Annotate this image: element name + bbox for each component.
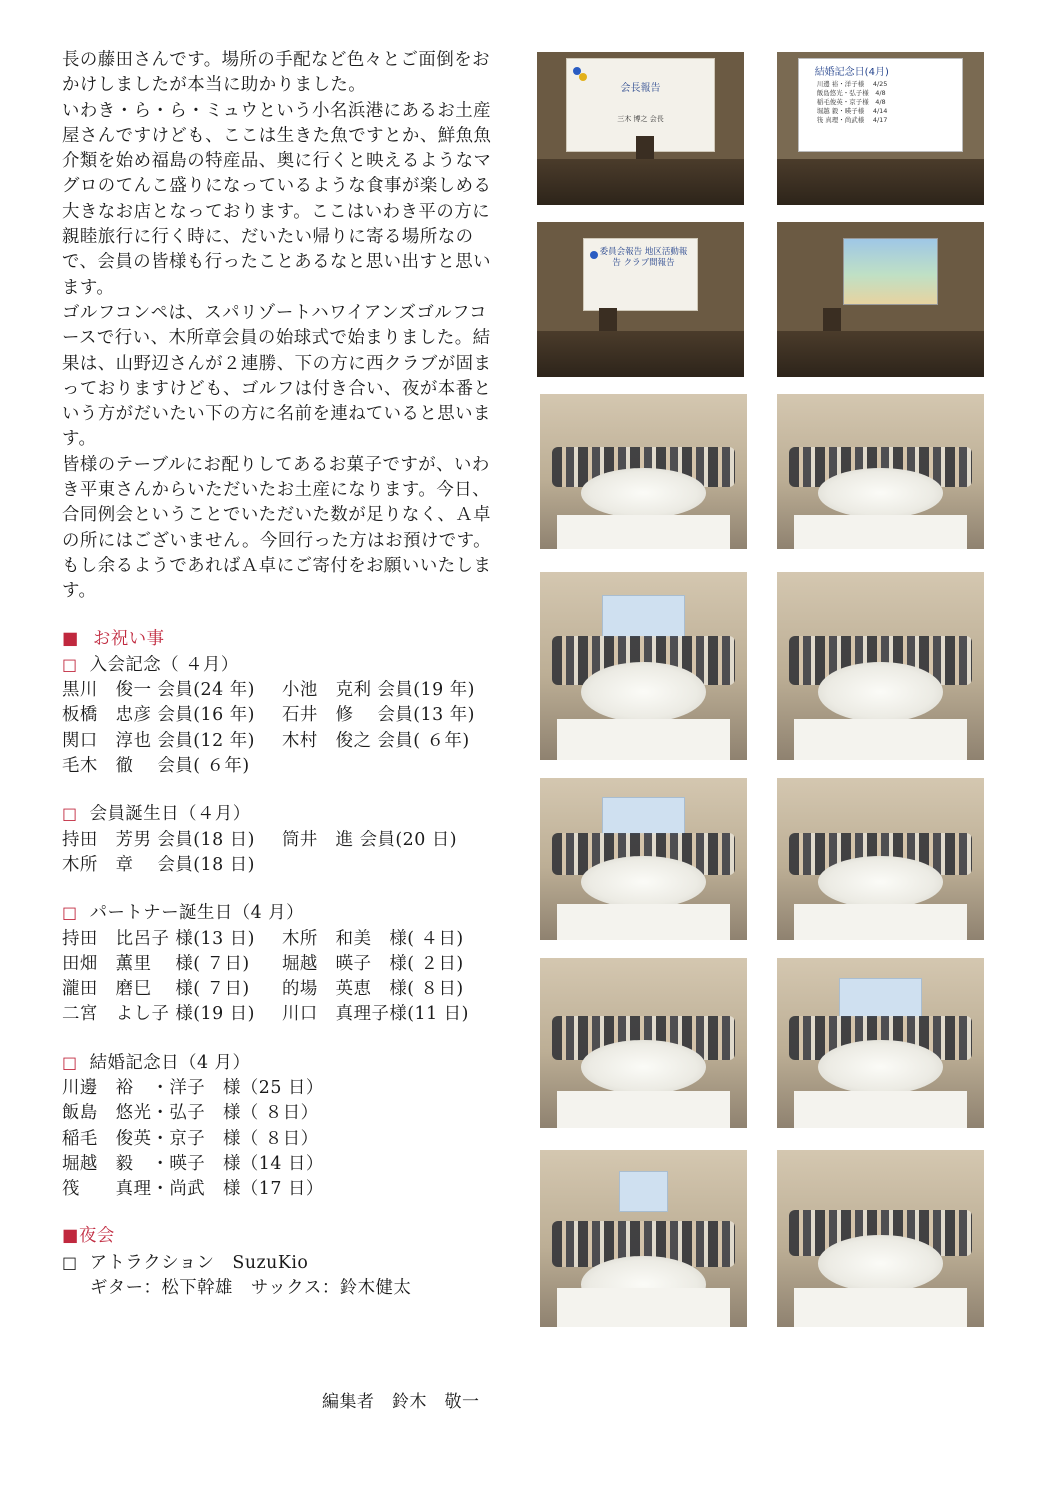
photo-ballroom-wide [540, 1150, 747, 1327]
list-row [62, 703, 502, 728]
open-square-icon: □ [62, 654, 78, 674]
photo-artwork-slide [777, 222, 984, 377]
list-item: 石井 修 会員(13 年) [282, 705, 475, 726]
paragraph-3: ゴルフコンペは、スパリゾートハワイアンズゴルフコースで行い、木所章会員の始球式で始まりました。結果は、山野辺さんが２連勝、下の方に西クラブが固まっておりますけども、ゴルフは付き合い、夜が本番という方がだいたい下の方に名前を連ねていると思います。 [62, 302, 492, 450]
round-table [581, 856, 705, 908]
photo-table-party [777, 572, 984, 760]
projection-screen [843, 238, 938, 305]
performers-line: ギター：松下幹雄 サックス：鈴木健太 [90, 1278, 412, 1299]
projection-screen [839, 978, 922, 1017]
list-item: 川口 真理子様(11 日) [282, 1004, 469, 1025]
projection-screen [619, 1171, 669, 1212]
slide-title: 会長報告 [620, 83, 661, 95]
member-birthday-block [62, 801, 502, 878]
membership-anniversary-title: □ 入会記念（ ４月） [62, 654, 239, 675]
open-square-icon: □ [62, 804, 78, 824]
list-item: 稲毛 俊英・京子 様（ ８日） [62, 1128, 319, 1149]
floor [777, 331, 984, 378]
round-table [818, 1040, 942, 1094]
list-item: 毛木 徹 会員( ６年) [62, 756, 250, 777]
celebrations-heading: ■ お祝い事 [62, 628, 165, 649]
list-item: 小池 克利 会員(19 年) [282, 680, 475, 701]
photo-president-report [537, 52, 744, 205]
slide-title: 結婚記念日(4月) [814, 67, 889, 79]
round-table [581, 468, 705, 518]
evening-heading: ■夜会 [62, 1226, 115, 1247]
tablecloth [794, 1288, 968, 1327]
list-row [62, 1002, 502, 1027]
photo-table-party [777, 958, 984, 1128]
projection-screen [602, 595, 685, 638]
list-row [62, 977, 502, 1002]
paragraph-1: 長の藤田さんです。場所の手配など色々とご面倒をおかけしましたが本当に助かりました。 [62, 50, 490, 96]
list-row [62, 853, 502, 878]
attraction-line: □ アトラクション SuzuKio [62, 1252, 309, 1273]
photo-table-party [540, 572, 747, 760]
tablecloth [557, 719, 731, 760]
filled-square-icon: ■ [62, 628, 79, 649]
partner-birthday-block [62, 900, 502, 1027]
list-item: 筏 真理・尚武 様（17 日） [62, 1179, 324, 1200]
slide-line: 稲毛俊英・京子様 4/8 [816, 98, 886, 107]
slide-subtitle: 三木 博之 会長 [617, 115, 664, 124]
tablecloth [794, 1091, 968, 1128]
photo-table-party [777, 394, 984, 549]
tablecloth [794, 719, 968, 760]
paragraph-4: 皆様のテーブルにお配りしてあるお菓子ですが、いわき平東さんからいただいたお土産になります。今日、合同例会ということでいただいた数が足りなく、Ａ卓の所にはございません。今回行った方はお預けです。もし余るようであればＡ卓にご寄付をお願いいたします。 [62, 454, 492, 602]
tablecloth [557, 1091, 731, 1128]
list-row [62, 828, 502, 853]
open-square-icon: □ [62, 1052, 78, 1072]
member-birthday-title: □ 会員誕生日（４月） [62, 804, 251, 825]
floor [537, 331, 744, 378]
list-item: 関口 淳也 会員(12 年) [62, 730, 255, 751]
article-text-column [62, 48, 502, 1301]
round-table [818, 468, 942, 518]
tablecloth [794, 515, 968, 549]
paragraph-2: いわき・ら・ら・ミュウという小名浜港にあるお土産屋さんですけども、ここは生きた魚ですとか、鮮魚魚介類を始め福島の特産品、奥に行くと映えるようなマグロのてんこ盛りになっているような食事が楽しめる大きなお店となっております。ここはいわき平の方に親睦旅行に行く時に、だいたい帰りに寄る場所なので、会員の皆様も行ったことあるなと思い出すと思います。 [62, 100, 492, 298]
round-table [818, 662, 942, 722]
slide-line: 筏 真理・尚武様 4/17 [816, 116, 888, 125]
photo-committee-report [537, 222, 744, 377]
evening-section [62, 1224, 502, 1301]
slide-line: 川邊 裕・洋子様 4/25 [816, 80, 888, 89]
tablecloth [557, 1288, 731, 1327]
list-row [62, 678, 502, 703]
photo-table-party [540, 958, 747, 1128]
list-item: 飯島 悠光・弘子 様（ ８日） [62, 1103, 319, 1124]
list-item: 筒井 進 会員(20 日) [282, 829, 457, 850]
list-item: 持田 芳男 会員(18 日) [62, 829, 255, 850]
list-item: 瀧田 磨巳 様( ７日) [62, 979, 250, 1000]
tablecloth [794, 904, 968, 940]
open-square-icon: □ [62, 903, 78, 923]
list-item: 板橋 忠彦 会員(16 年) [62, 705, 255, 726]
photo-wedding-slide [777, 52, 984, 205]
membership-anniversary-block [62, 652, 502, 779]
celebrations-section [62, 627, 502, 1203]
partner-birthday-title: □ パートナー誕生日（4 月） [62, 903, 305, 924]
list-row [62, 754, 502, 779]
tablecloth [557, 904, 731, 940]
wedding-anniversary-block [62, 1050, 502, 1203]
list-item: 持田 比呂子 様(13 日) [62, 928, 255, 949]
list-item: 堀越 毅 ・暎子 様（14 日） [62, 1153, 324, 1174]
photo-table-party [777, 778, 984, 940]
list-item: 田畑 薫里 様( ７日) [62, 953, 250, 974]
wedding-anniversary-title: □ 結婚記念日（4 月） [62, 1052, 251, 1073]
list-item: 木所 和美 様( ４日) [282, 928, 464, 949]
photo-table-party [777, 1150, 984, 1327]
round-table [818, 1235, 942, 1292]
list-item: 川邊 裕 ・洋子 様（25 日） [62, 1077, 324, 1098]
round-table [581, 662, 705, 722]
slide-line: 飯島悠光・弘子様 4/8 [816, 89, 886, 98]
projection-screen [798, 58, 964, 152]
slide-title: 委員会報告 地区活動報告 クラブ間報告 [599, 247, 688, 269]
floor [537, 159, 744, 205]
round-table [581, 1040, 705, 1094]
projection-screen [602, 797, 685, 835]
list-row [62, 952, 502, 977]
list-item: 的場 英恵 様( ８日) [282, 979, 464, 1000]
list-item: 黒川 俊一 会員(24 年) [62, 680, 255, 701]
filled-square-icon: ■ [62, 1226, 79, 1247]
list-item: 木所 章 会員(18 日) [62, 854, 255, 875]
photo-table-party [540, 778, 747, 940]
photo-table-party [540, 394, 747, 549]
list-row [62, 729, 502, 754]
list-row [62, 927, 502, 952]
projection-screen [583, 238, 699, 311]
round-table [818, 856, 942, 908]
list-item: 堀越 暎子 様( ２日) [282, 953, 464, 974]
editor-credit: 編集者 鈴木 敬一 [322, 1392, 480, 1412]
list-item: 二宮 よし子 様(19 日) [62, 1004, 255, 1025]
open-square-icon: □ [62, 1252, 78, 1272]
list-item: 木村 俊之 会員( ６年) [282, 730, 470, 751]
tablecloth [557, 515, 731, 549]
slide-line: 堀越 毅・暎子様 4/14 [816, 107, 888, 116]
floor [777, 159, 984, 205]
